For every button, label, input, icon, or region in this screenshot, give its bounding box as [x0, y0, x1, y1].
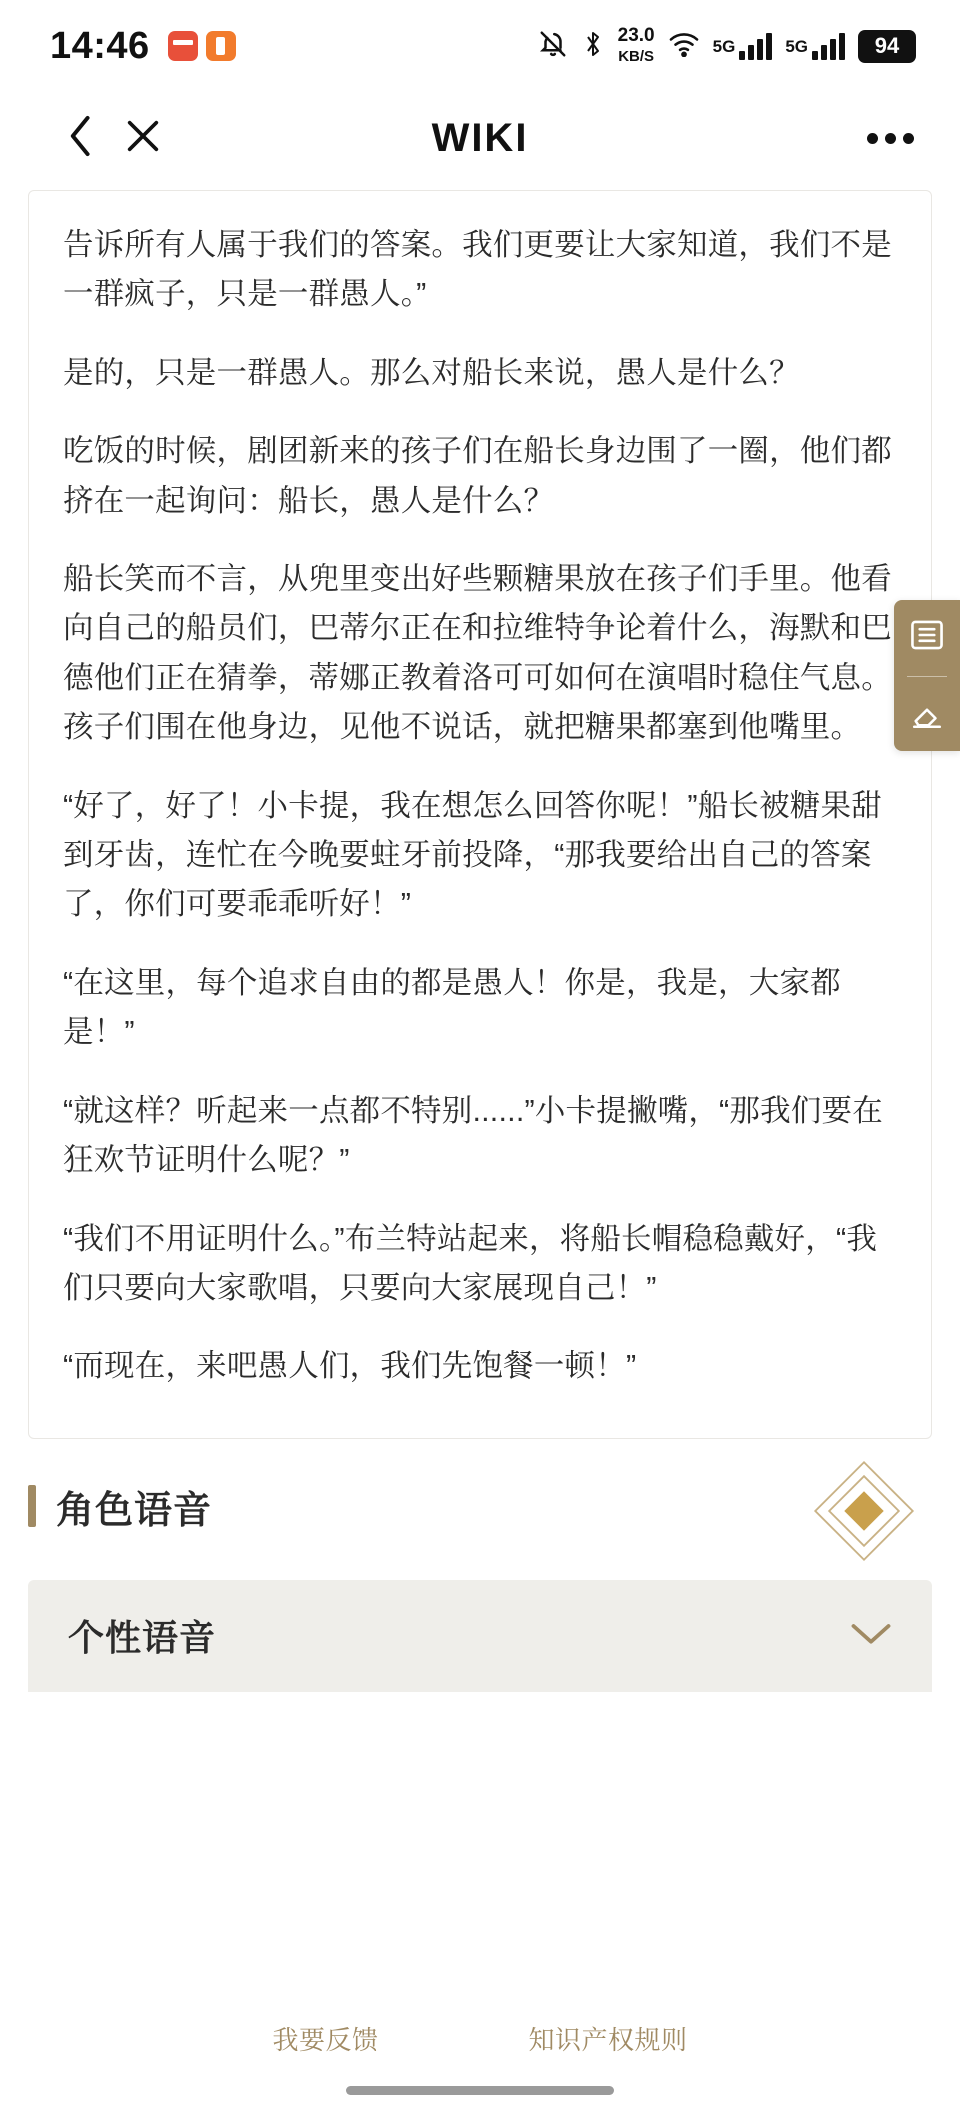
footer-links [0, 2020, 960, 2057]
more-horizontal-icon [867, 133, 878, 144]
more-horizontal-icon [903, 133, 914, 144]
close-icon [123, 116, 163, 161]
network-speed [618, 26, 655, 66]
section-accent-bar [28, 1485, 36, 1527]
section-voice-header [0, 1479, 960, 1534]
battery-level: 94 [858, 30, 916, 63]
more-horizontal-icon [885, 133, 896, 144]
wifi-icon [668, 31, 700, 62]
chevron-down-icon[interactable] [850, 1620, 892, 1651]
side-tool-divider [907, 676, 947, 677]
diamond-ornament-icon [806, 1453, 922, 1569]
article-paragraph: “就这样？听起来一点都不特别......”小卡提撇嘴，“那我们要在狂欢节证明什么呢？” [63, 1093, 883, 1178]
status-tray-icons [168, 31, 236, 61]
status-bar-right [538, 26, 916, 66]
more-options-button[interactable] [867, 133, 914, 144]
page-title: WIKI [431, 115, 529, 160]
eraser-button[interactable] [904, 693, 950, 739]
article-paragraph: 船长笑而不言，从兜里变出好些颗糖果放在孩子们手里。他看向自己的船员们，巴蒂尔正在和拉维特争论着什么，海默和巴德他们正在猜拳，蒂娜正教着洛可可如何在演唱时稳住气息。孩子们围在他身边，见他不说话，就把糖果都塞到他嘴里。 [63, 562, 892, 745]
red-app-icon [168, 31, 198, 61]
collapse-row-label: 个性语音 [68, 1617, 217, 1659]
bluetooth-icon [581, 29, 605, 64]
signal-indicator-2 [785, 33, 845, 60]
article-paragraph: “我们不用证明什么。”布兰特站起来，将船长帽稳稳戴好，“我们只要向大家歌唱，只要向大家展现自己！” [63, 1221, 878, 1305]
side-tool-panel [894, 600, 960, 751]
feedback-link[interactable]: 我要反馈 [272, 2025, 379, 2055]
article-paragraph: “在这里，每个追求自由的都是愚人！你是，我是，大家都是！” [63, 965, 841, 1050]
article-paragraph: 告诉所有人属于我们的答案。我们更要让大家知道，我们不是一群疯子，只是一群愚人。” [63, 228, 892, 312]
app-header [0, 92, 960, 184]
article-paragraph: 吃饭的时候，剧团新来的孩子们在船长身边围了一圈，他们都挤在一起询问：船长，愚人是什么？ [63, 434, 892, 518]
status-time: 14:46 [50, 24, 150, 67]
network-speed-unit: KB/S [618, 48, 655, 65]
ip-rules-link[interactable]: 知识产权规则 [528, 2025, 688, 2055]
section-title: 角色语音 [56, 1489, 213, 1532]
signal-bars-1 [739, 33, 772, 60]
article-paragraph: “而现在，来吧愚人们，我们先饱餐一顿！” [63, 1349, 637, 1384]
home-indicator[interactable] [346, 2086, 614, 2095]
article-scroll-area[interactable] [0, 184, 960, 1439]
article-card [28, 190, 932, 1439]
bell-muted-icon [538, 29, 568, 64]
eraser-icon [909, 697, 945, 736]
chevron-left-icon [64, 113, 98, 164]
back-button[interactable] [50, 107, 112, 169]
orange-app-icon [206, 31, 236, 61]
status-bar-left [50, 25, 236, 68]
signal-label-1: 5G [712, 36, 736, 56]
signal-indicator-1 [713, 33, 773, 60]
catalog-button[interactable] [904, 614, 950, 660]
status-bar [0, 0, 960, 92]
list-catalog-icon [909, 619, 945, 656]
signal-label-2: 5G [785, 36, 808, 56]
network-speed-value: 23.0 [617, 25, 655, 47]
article-paragraph: 是的，只是一群愚人。那么对船长来说，愚人是什么？ [63, 355, 800, 390]
close-button[interactable] [112, 107, 174, 169]
article-paragraph: “好了，好了！小卡提，我在想怎么回答你呢！”船长被糖果甜到牙齿，连忙在今晚要蛀牙前投降，“那我要给出自己的答案了，你们可要乖乖听好！” [63, 788, 882, 922]
signal-bars-2 [812, 33, 845, 60]
collapse-row-personal-voice[interactable] [28, 1580, 932, 1692]
